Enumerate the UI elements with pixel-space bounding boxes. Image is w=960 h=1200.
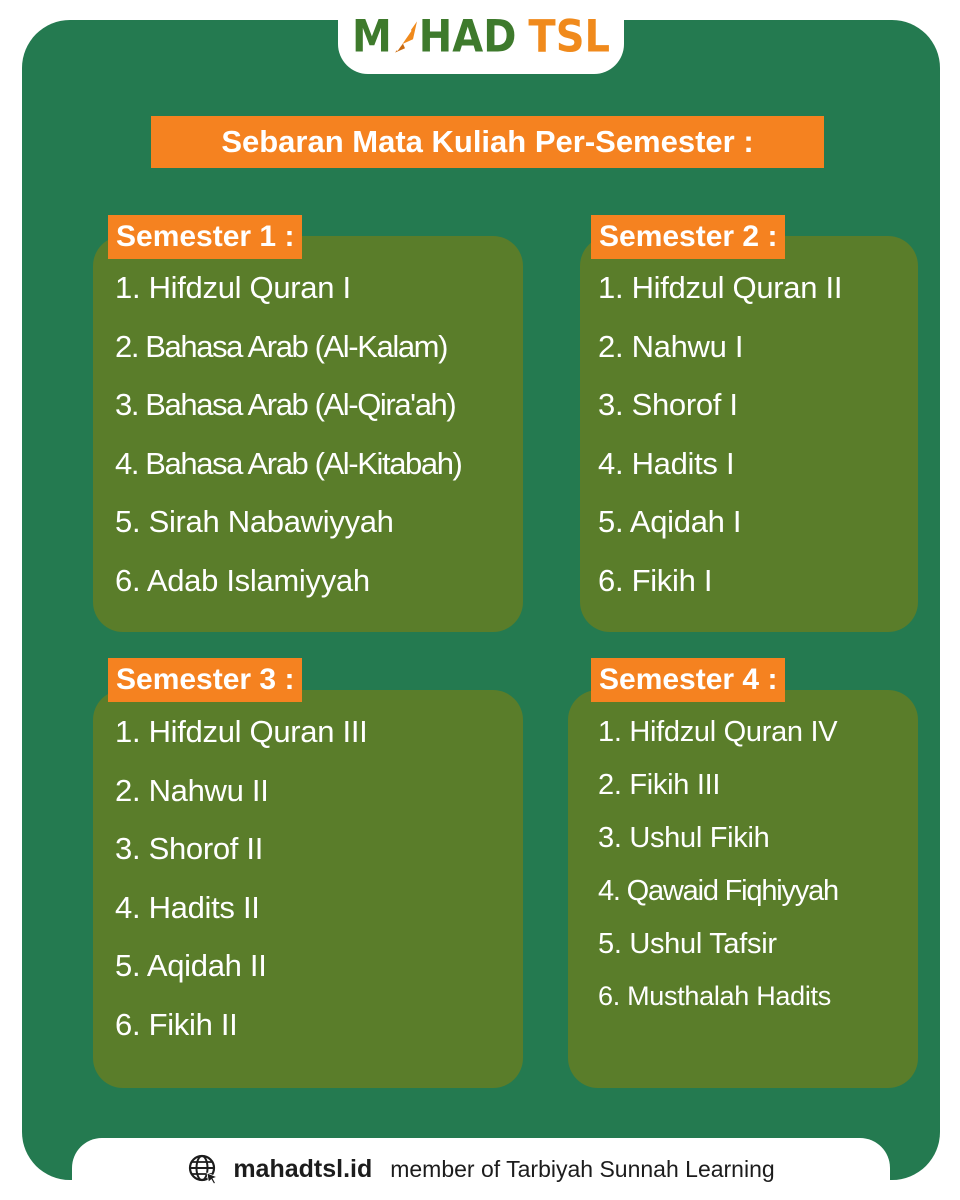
semester-1-label: Semester 1 : [108, 215, 302, 259]
semester-2-label: Semester 2 : [591, 215, 785, 259]
logo-letter-m: M [351, 11, 392, 63]
page-title: Sebaran Mata Kuliah Per-Semester : [151, 116, 824, 168]
logo-tab [338, 0, 624, 74]
course-item: 5. Aqidah I [598, 504, 742, 539]
course-item: 2. Fikih III [598, 769, 721, 801]
course-item: 2. Bahasa Arab (Al-Kalam) [115, 328, 448, 364]
course-item: 2. Nahwu I [598, 328, 744, 364]
logo-text-had: HAD [418, 11, 517, 63]
course-item: 4. Qawaid Fiqhiyyah [598, 875, 838, 907]
course-item: 6. Fikih II [115, 1006, 238, 1042]
logo-text-tsl: TSL [528, 11, 611, 63]
course-item: 5. Sirah Nabawiyyah [115, 504, 394, 539]
quill-icon [393, 19, 419, 55]
footer [72, 1138, 890, 1200]
course-item: 6. Musthalah Hadits [598, 981, 831, 1011]
course-item: 1. Hifdzul Quran IV [598, 716, 838, 748]
course-item: 1. Hifdzul Quran III [115, 714, 368, 749]
course-item: 5. Aqidah II [115, 948, 267, 983]
semester-4-label: Semester 4 : [591, 658, 785, 702]
course-item: 3. Bahasa Arab (Al-Qira'ah) [115, 387, 456, 422]
semester-3-course-list [115, 714, 367, 1065]
footer-content [187, 1153, 774, 1185]
course-item: 4. Hadits I [598, 445, 735, 481]
course-item: 1. Hifdzul Quran I [115, 270, 351, 305]
course-item: 4. Hadits II [115, 889, 260, 925]
course-item: 6. Adab Islamiyyah [115, 562, 370, 598]
semester-1-course-list [115, 270, 461, 621]
course-item: 3. Shorof I [598, 387, 738, 422]
course-item: 6. Fikih I [598, 562, 713, 598]
course-item: 1. Hifdzul Quran II [598, 270, 843, 305]
course-item: 3. Shorof II [115, 831, 264, 866]
course-item: 2. Nahwu II [115, 772, 269, 808]
course-item: 5. Ushul Tafsir [598, 928, 777, 960]
logo [352, 11, 610, 63]
semester-2-course-list [598, 270, 842, 621]
semester-4-course-list [598, 716, 838, 1034]
course-item: 3. Ushul Fikih [598, 822, 770, 854]
globe-icon [187, 1153, 219, 1185]
website-link[interactable]: mahadtsl.id [233, 1154, 373, 1183]
member-text: member of Tarbiyah Sunnah Learning [390, 1155, 775, 1182]
course-item: 4. Bahasa Arab (Al-Kitabah) [115, 445, 462, 481]
semester-3-label: Semester 3 : [108, 658, 302, 702]
